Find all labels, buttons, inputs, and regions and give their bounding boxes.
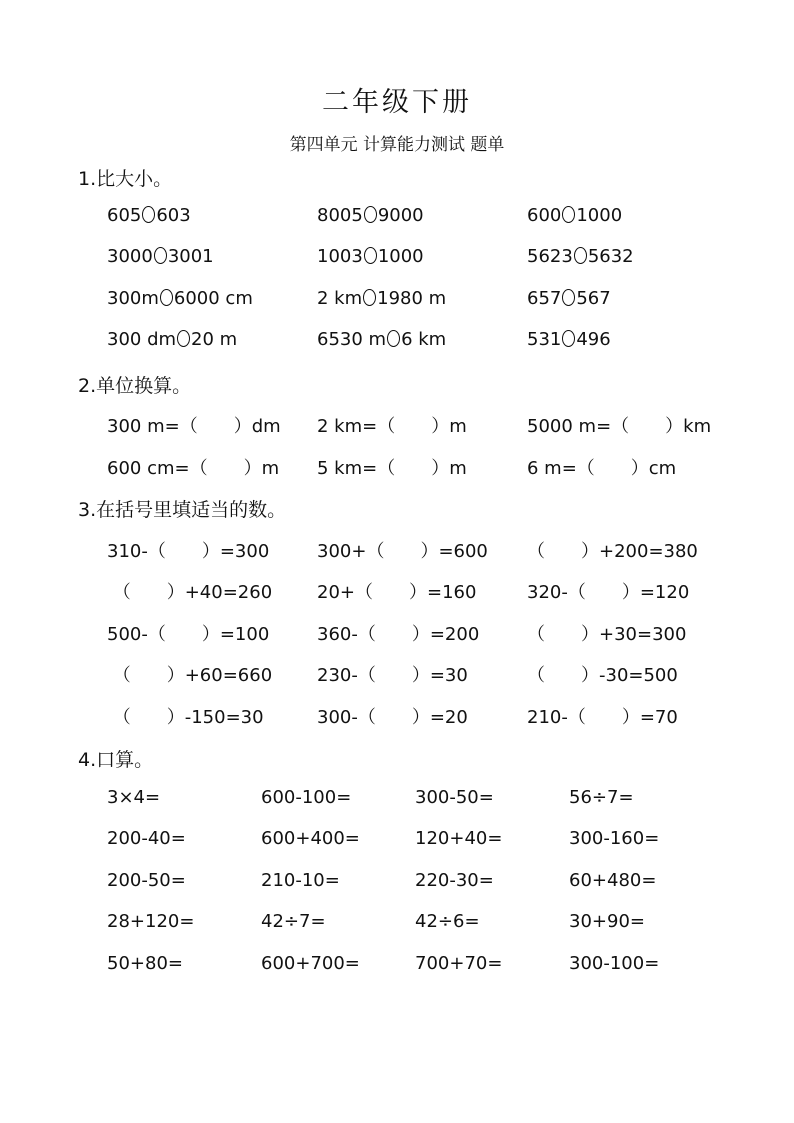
compare-item: 3000 3001 [107, 246, 214, 267]
page-subtitle: 第四单元 计算能力测试 题单 [289, 135, 505, 155]
fill-blank-item[interactable]: 500-（ ）=100 [107, 624, 270, 645]
conversion-item[interactable]: 6 m=（ ）cm [527, 458, 677, 479]
conversion-item[interactable]: 600 cm=（ ）m [107, 458, 280, 479]
oral-calc-item[interactable]: 42÷7= [261, 911, 326, 932]
oral-calc-item[interactable]: 120+40= [415, 828, 503, 849]
oral-calc-item[interactable]: 28+120= [107, 911, 195, 932]
fill-blank-row [0, 578, 794, 608]
fill-blank-item[interactable]: 300+（ ）=600 [317, 541, 488, 562]
conversion-item[interactable]: 5000 m=（ ）km [527, 416, 712, 437]
section-4-title: 4.口算。 [78, 749, 154, 771]
oral-calc-item[interactable]: 60+480= [569, 870, 657, 891]
fill-blank-item[interactable]: （ ）+30=300 [527, 624, 687, 645]
compare-item: 8005 9000 [317, 205, 424, 226]
conversion-item[interactable]: 300 m=（ ）dm [107, 416, 281, 437]
fill-blank-item[interactable]: 360-（ ）=200 [317, 624, 480, 645]
fill-blank-item[interactable]: 20+（ ）=160 [317, 582, 477, 603]
oral-calc-row [0, 828, 794, 858]
compare-circle[interactable] [142, 206, 155, 223]
oral-calc-row [0, 787, 794, 817]
oral-calc-row [0, 870, 794, 900]
compare-circle[interactable] [364, 206, 377, 223]
oral-calc-item[interactable]: 300-160= [569, 828, 660, 849]
fill-blank-row [0, 661, 794, 691]
fill-blank-row [0, 703, 794, 733]
compare-circle[interactable] [363, 289, 376, 306]
oral-calc-item[interactable]: 3×4= [107, 787, 161, 808]
fill-blank-item[interactable]: （ ）+60=660 [107, 665, 273, 686]
fill-blank-item[interactable]: （ ）-150=30 [107, 707, 264, 728]
fill-blank-item[interactable]: （ ）-30=500 [527, 665, 678, 686]
oral-calc-item[interactable]: 200-40= [107, 828, 186, 849]
oral-calc-item[interactable]: 600+400= [261, 828, 360, 849]
compare-circle[interactable] [160, 289, 173, 306]
oral-calc-item[interactable]: 300-100= [569, 953, 660, 974]
oral-calc-item[interactable]: 600+700= [261, 953, 360, 974]
oral-calc-item[interactable]: 220-30= [415, 870, 494, 891]
fill-blank-item[interactable]: （ ）+40=260 [107, 582, 273, 603]
section-2-title: 2.单位换算。 [78, 375, 192, 397]
compare-item: 300m 6000 cm [107, 288, 253, 309]
conversion-item[interactable]: 2 km=（ ）m [317, 416, 467, 437]
compare-item: 605 603 [107, 205, 191, 226]
fill-blank-item[interactable]: 230-（ ）=30 [317, 665, 468, 686]
oral-calc-item[interactable]: 600-100= [261, 787, 352, 808]
fill-blank-item[interactable]: 300-（ ）=20 [317, 707, 468, 728]
compare-circle[interactable] [562, 330, 575, 347]
compare-circle[interactable] [364, 247, 377, 264]
oral-calc-item[interactable]: 30+90= [569, 911, 645, 932]
oral-calc-item[interactable]: 42÷6= [415, 911, 480, 932]
compare-circle[interactable] [562, 206, 575, 223]
oral-calc-item[interactable]: 210-10= [261, 870, 340, 891]
compare-row [0, 205, 794, 235]
compare-circle[interactable] [562, 289, 575, 306]
fill-blank-row [0, 537, 794, 567]
compare-row [0, 246, 794, 276]
compare-item: 657 567 [527, 288, 611, 309]
oral-calc-row [0, 911, 794, 941]
compare-item: 600 1000 [527, 205, 623, 226]
oral-calc-item[interactable]: 56÷7= [569, 787, 634, 808]
compare-item: 2 km 1980 m [317, 288, 447, 309]
fill-blank-item[interactable]: （ ）+200=380 [527, 541, 698, 562]
fill-blank-item[interactable]: 210-（ ）=70 [527, 707, 678, 728]
compare-item: 6530 m 6 km [317, 329, 447, 350]
compare-item: 531 496 [527, 329, 611, 350]
oral-calc-row [0, 953, 794, 983]
fill-blank-item[interactable]: 310-（ ）=300 [107, 541, 270, 562]
compare-row [0, 329, 794, 359]
compare-item: 5623 5632 [527, 246, 634, 267]
section-3-title: 3.在括号里填适当的数。 [78, 499, 287, 521]
compare-item: 300 dm 20 m [107, 329, 238, 350]
fill-blank-row [0, 620, 794, 650]
conversion-row [0, 412, 794, 442]
compare-circle[interactable] [574, 247, 587, 264]
conversion-row [0, 454, 794, 484]
fill-blank-item[interactable]: 320-（ ）=120 [527, 582, 690, 603]
oral-calc-item[interactable]: 300-50= [415, 787, 494, 808]
conversion-item[interactable]: 5 km=（ ）m [317, 458, 467, 479]
section-1-title: 1.比大小。 [78, 168, 173, 190]
oral-calc-item[interactable]: 50+80= [107, 953, 183, 974]
compare-row [0, 288, 794, 318]
oral-calc-item[interactable]: 200-50= [107, 870, 186, 891]
compare-item: 1003 1000 [317, 246, 424, 267]
compare-circle[interactable] [387, 330, 400, 347]
page-title: 二年级下册 [322, 87, 472, 118]
oral-calc-item[interactable]: 700+70= [415, 953, 503, 974]
compare-circle[interactable] [177, 330, 190, 347]
compare-circle[interactable] [154, 247, 167, 264]
